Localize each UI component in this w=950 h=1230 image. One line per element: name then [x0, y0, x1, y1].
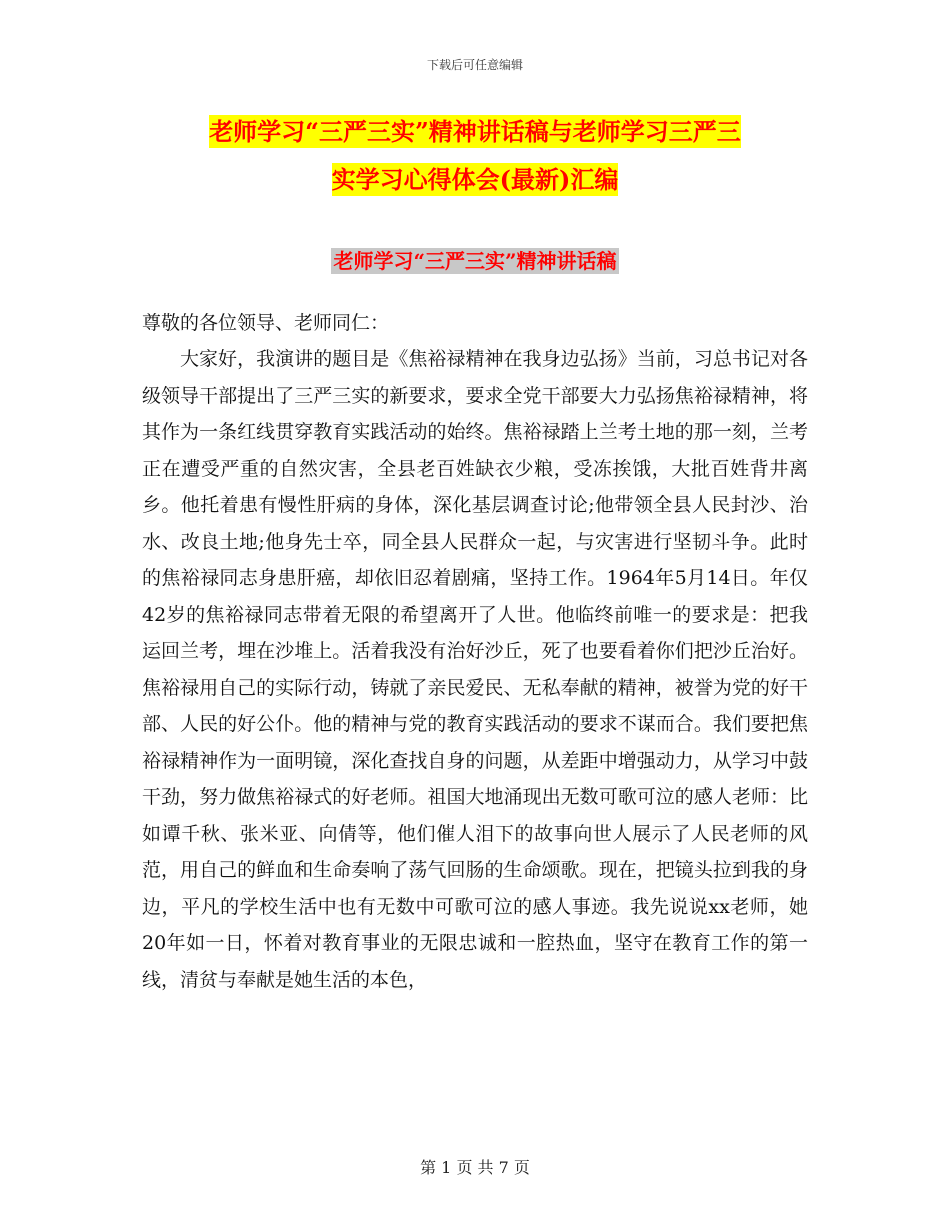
document-title-line1: 老师学习“三严三实”精神讲话稿与老师学习三严三: [209, 117, 741, 146]
section-heading: [0, 245, 950, 274]
document-title: [140, 108, 810, 204]
section-heading-text: 老师学习“三严三实”精神讲话稿: [333, 249, 617, 273]
page-footer: 第 1 页 共 7 页: [420, 1158, 530, 1177]
header-note: 下载后可任意编辑: [426, 58, 523, 72]
body-paragraph: 大家好，我演讲的题目是《焦裕禄精神在我身边弘扬》当前，习总书记对各级领导干部提出了三严三实的新要求，要求全党干部要大力弘扬焦裕禄精神，将其作为一条红线贯穿教育实践活动的始终。焦裕禄踏上兰考土地的那一刻，兰考正在遭受严重的自然灾害，全县老百姓缺衣少粮，受冻挨饿，大批百姓背井离乡。他托着患有慢性肝病的身体，深化基层调查讨论;他带领全县人民封沙、治水、改良土地;他身先士卒，同全县人民群众一起，与灾害进行坚韧斗争。此时的焦裕禄同志身患肝癌，却依旧忍着剧痛，坚持工作。1964年5月14日。年仅42岁的焦裕禄同志带着无限的希望离开了人世。他临终前唯一的要求是：把我运回兰考，埋在沙堆上。活着我没有治好沙丘，死了也要看着你们把沙丘治好。焦裕禄用自己的实际行动，铸就了亲民爱民、无私奉献的精神，被誉为党的好干部、人民的好公仆。他的精神与党的教育实践活动的要求不谋而合。我们要把焦裕禄精神作为一面明镜，深化查找自身的问题，从差距中增强动力，从学习中鼓干劲，努力做焦裕禄式的好老师。祖国大地涌现出无数可歌可泣的感人老师：比如谭千秋、张米亚、向倩等，他们催人泪下的故事向世人展示了人民老师的风范，用自己的鲜血和生命奏响了荡气回肠的生命颂歌。现在，把镜头拉到我的身边，平凡的学校生活中也有无数中可歌可泣的感人事迹。我先说说xx老师，她20年如一日，怀着对教育事业的无限忠诚和一腔热血，坚守在教育工作的第一线，清贫与奉献是她生活的本色，: [142, 348, 808, 991]
document-title-line2: 实学习心得体会(最新)汇编: [331, 165, 619, 194]
greeting: 尊敬的各位领导、老师同仁：: [142, 312, 390, 334]
